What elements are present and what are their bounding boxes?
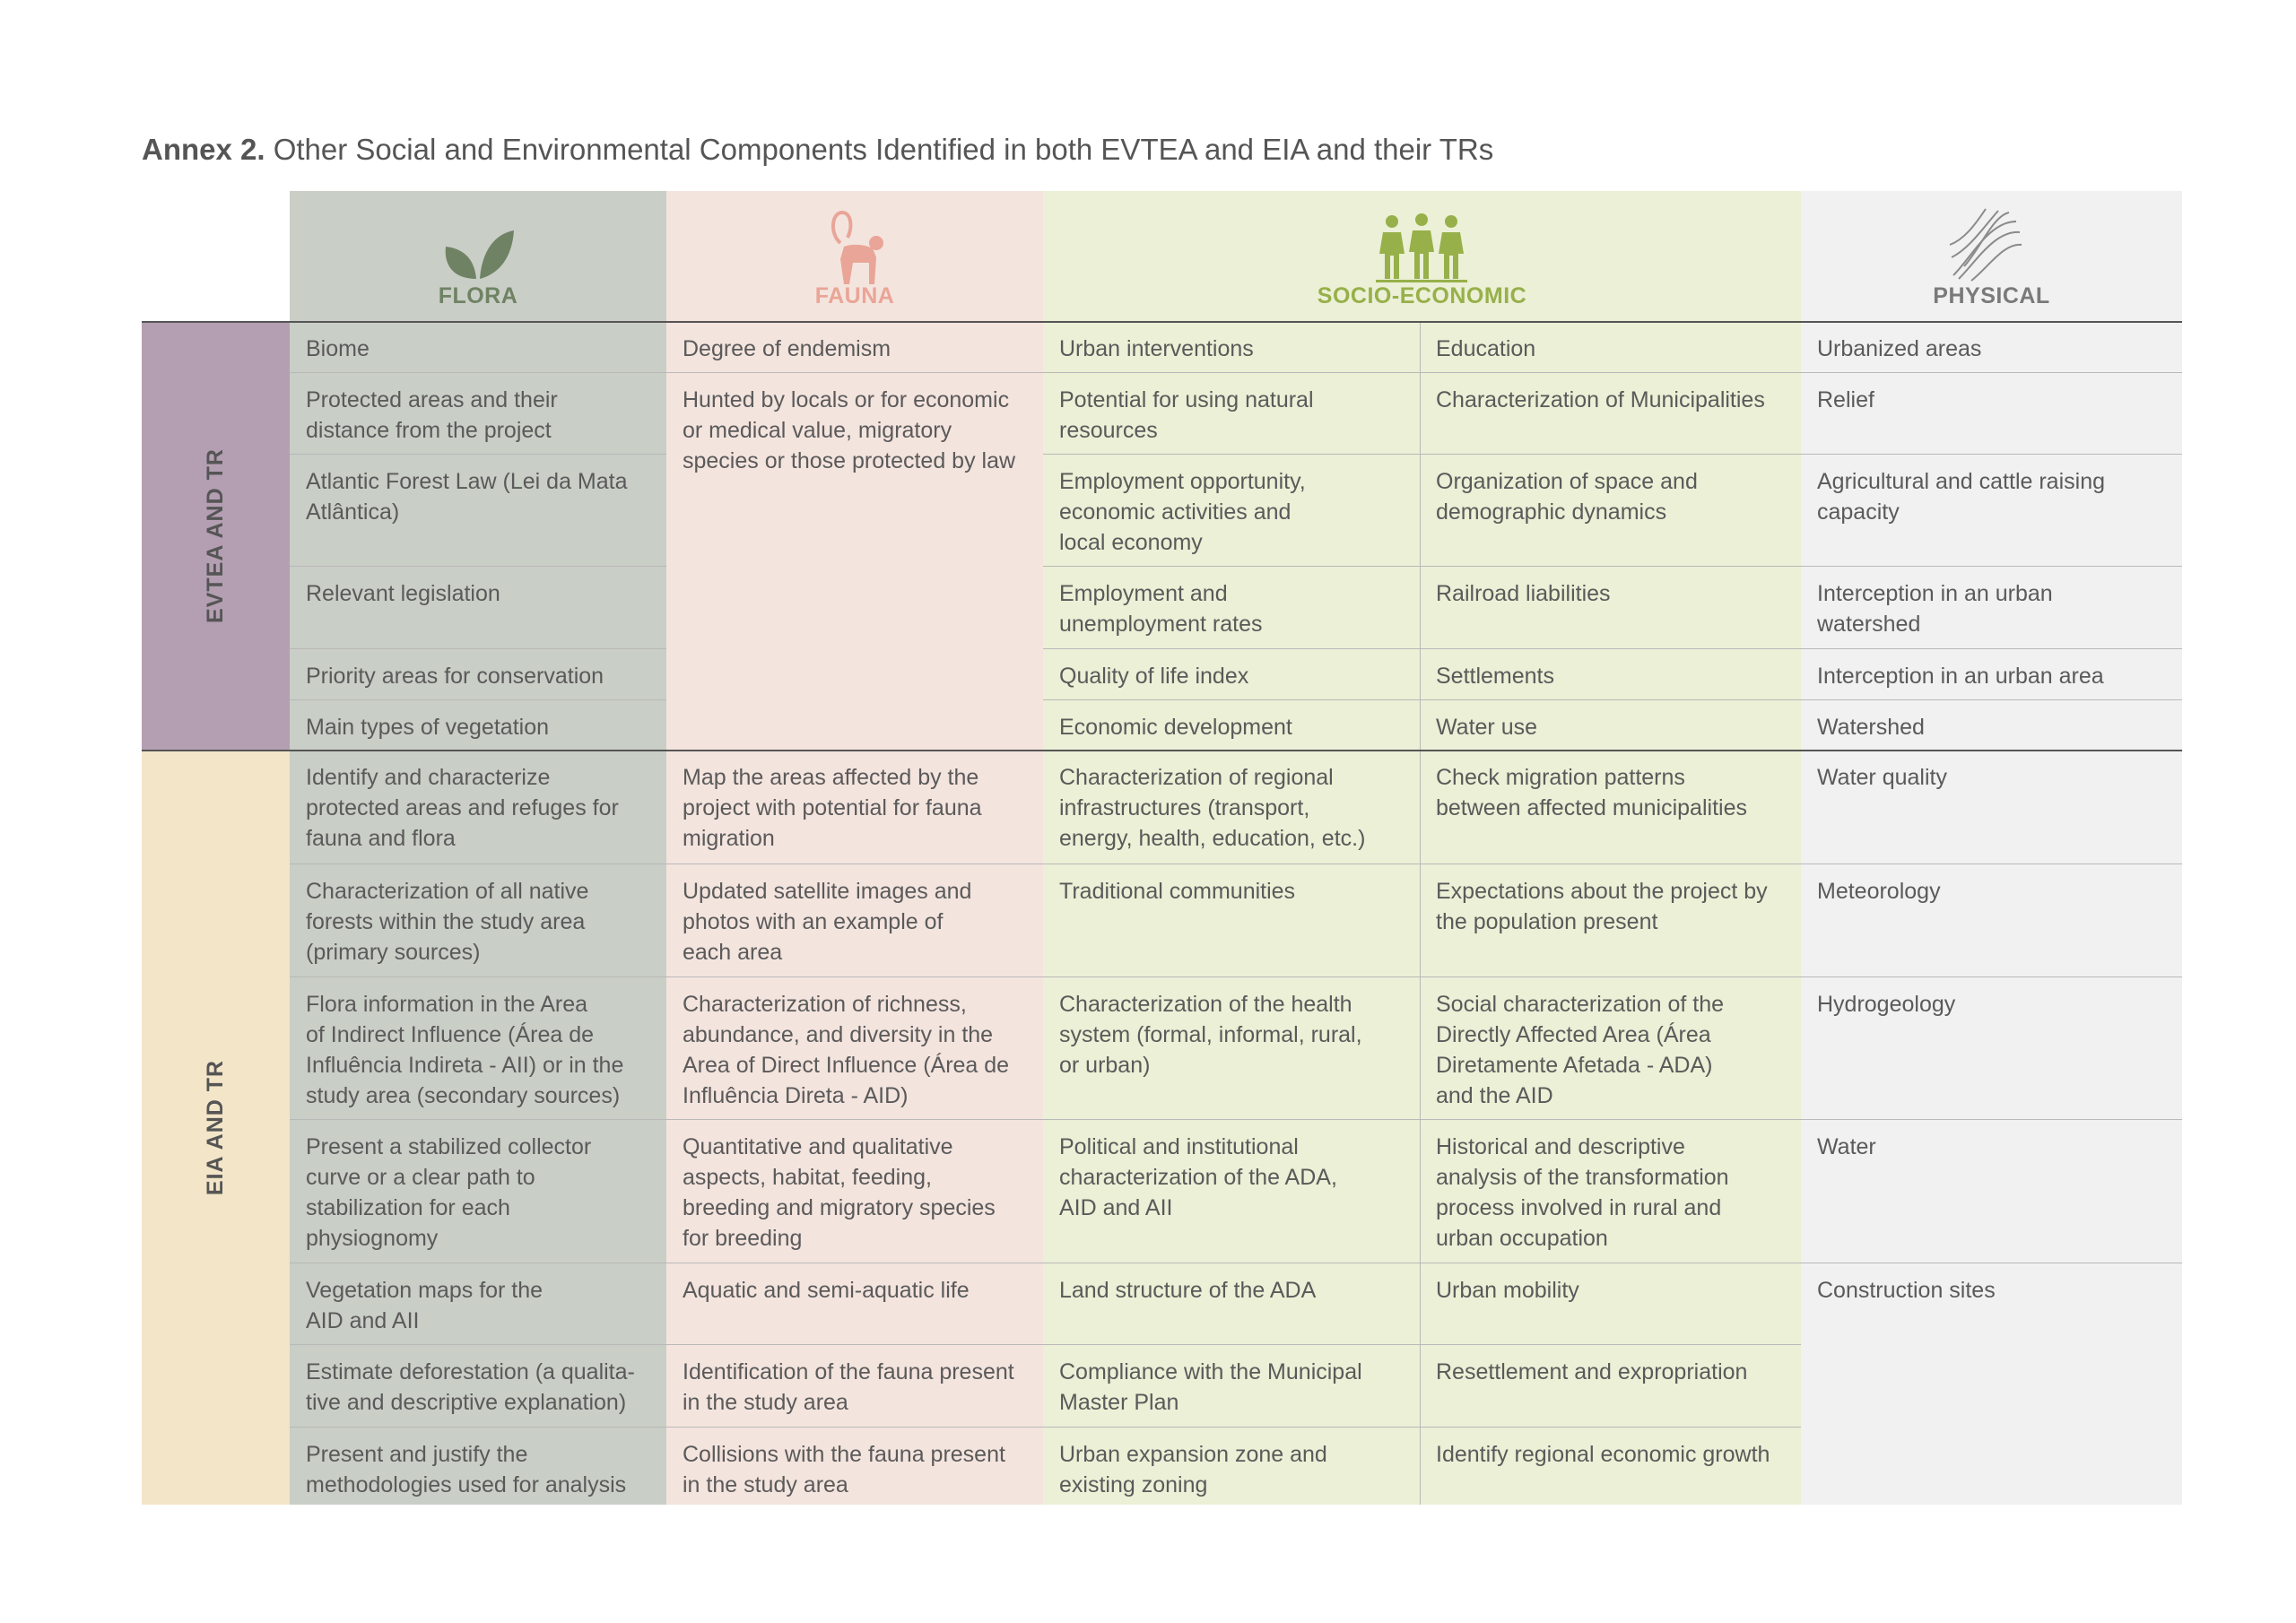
table-cell: Biome [306, 336, 370, 361]
eia-section-label [142, 750, 290, 1505]
table-cell: Atlantic Forest Law (Lei da Mata Atlântica) [306, 469, 628, 525]
table-cell: Interception in an urban watershed [1817, 581, 2053, 637]
table-cell: Interception in an urban area [1817, 664, 2104, 689]
table-cell: Historical and descriptive analysis of the transformation process involved in rural and urban occupation [1436, 1134, 1729, 1251]
evtea-section-label [142, 321, 290, 750]
table-cell: Hunted by locals or for economic or medical value, migratory species or those protected by law [683, 387, 1016, 473]
table-cell: Main types of vegetation [306, 715, 549, 740]
table-cell: Characterization of the health system (formal, informal, rural, or urban) [1059, 992, 1362, 1078]
table-cell: Potential for using natural resources [1059, 387, 1314, 443]
table-cell: Priority areas for conservation [306, 664, 604, 689]
table-cell: Meteorology [1817, 879, 1941, 904]
table-cell: Employment opportunity, economic activities and local economy [1059, 469, 1306, 555]
monkey-icon [821, 207, 892, 288]
table-cell: Identify and characterize protected areas and refuges for fauna and flora [306, 765, 619, 851]
physical-header: PHYSICAL [1933, 283, 2050, 308]
table-cell: Settlements [1436, 664, 1555, 689]
table-cell: Characterization of Municipalities [1436, 387, 1765, 412]
table-cell: Expectations about the project by the population present [1436, 879, 1768, 934]
fauna-header: FAUNA [814, 283, 895, 308]
table-cell: Urbanized areas [1817, 336, 1982, 361]
table-cell: Construction sites [1817, 1278, 1996, 1303]
table-cell: Check migration patterns between affected municipalities [1436, 765, 1747, 820]
table-cell: Water [1817, 1134, 1876, 1159]
table-cell: Land structure of the ADA [1059, 1278, 1317, 1303]
table-cell: Quality of life index [1059, 664, 1249, 689]
table-cell: Identification of the fauna present in the study area [683, 1359, 1014, 1415]
people-icon [1372, 211, 1471, 282]
table-cell: Water use [1436, 715, 1538, 740]
flora-header: FLORA [438, 283, 518, 308]
table-cell: Characterization of richness, abundance, and diversity in the Area of Direct Influence (Área de Influência Direta - AID) [683, 992, 1010, 1108]
table-cell: Present a stabilized collector curve or a clear path to stabilization for each physiognomy [306, 1134, 592, 1251]
table-cell: Urban mobility [1436, 1278, 1579, 1303]
table-cell: Estimate deforestation (a qualita- tive and descriptive explanation) [306, 1359, 635, 1415]
leaves-icon [442, 227, 514, 281]
table-cell: Aquatic and semi-aquatic life [683, 1278, 970, 1303]
table-cell: Protected areas and their distance from the project [306, 387, 558, 443]
table-cell: Social characterization of the Directly Affected Area (Área Diretamente Afetada - ADA) and the AID [1436, 992, 1725, 1108]
socio-header: SOCIO-ECONOMIC [1317, 283, 1527, 308]
table-cell: Economic development [1059, 715, 1292, 740]
eia-label-text: EIA AND TR [202, 1059, 228, 1195]
title-text: Other Social and Environmental Components Identified in both EVTEA and EIA and their TRs [265, 133, 1494, 166]
table-cell: Urban expansion zone and existing zoning [1059, 1442, 1327, 1497]
table-cell: Hydrogeology [1817, 992, 1956, 1017]
table-cell: Employment and unemployment rates [1059, 581, 1263, 637]
table-cell: Characterization of all native forests within the study area (primary sources) [306, 879, 589, 965]
table-cell: Vegetation maps for the AID and AII [306, 1278, 544, 1333]
wind-icon [1944, 204, 2025, 284]
table-cell: Traditional communities [1059, 879, 1296, 904]
table-cell: Flora information in the Area of Indirect Influence (Área de Influência Indireta - AII) or in the study area (secondary sources) [306, 992, 624, 1108]
table-cell: Collisions with the fauna present in the study area [683, 1442, 1005, 1497]
annex-table [142, 191, 2182, 1505]
title-label: Annex 2. [142, 133, 265, 166]
table-cell: Watershed [1817, 715, 1925, 740]
table-cell: Map the areas affected by the project with potential for fauna migration [683, 765, 982, 851]
table-cell: Water quality [1817, 765, 1947, 790]
table-cell: Updated satellite images and photos with an example of each area [683, 879, 972, 965]
table-cell: Relief [1817, 387, 1874, 412]
table-cell: Degree of endemism [683, 336, 891, 361]
table-cell: Education [1436, 336, 1536, 361]
table-cell: Resettlement and expropriation [1436, 1359, 1748, 1384]
table-cell: Compliance with the Municipal Master Plan [1059, 1359, 1362, 1415]
table-cell: Identify regional economic growth [1436, 1442, 1770, 1467]
table-cell: Urban interventions [1059, 336, 1254, 361]
table-cell: Relevant legislation [306, 581, 500, 606]
table-cell: Characterization of regional infrastructures (transport, energy, health, education, etc.) [1059, 765, 1366, 851]
table-cell: Political and institutional characterization of the ADA, AID and AII [1059, 1134, 1337, 1220]
table-cell: Railroad liabilities [1436, 581, 1611, 606]
table-cell: Present and justify the methodologies used for analysis [306, 1442, 627, 1497]
page-title [142, 133, 1493, 167]
evtea-label-text: EVTEA AND TR [203, 447, 228, 623]
table-cell: Agricultural and cattle raising capacity [1817, 469, 2105, 525]
table-cell: Organization of space and demographic dynamics [1436, 469, 1698, 525]
table-cell: Quantitative and qualitative aspects, habitat, feeding, breeding and migratory species for breeding [683, 1134, 996, 1251]
